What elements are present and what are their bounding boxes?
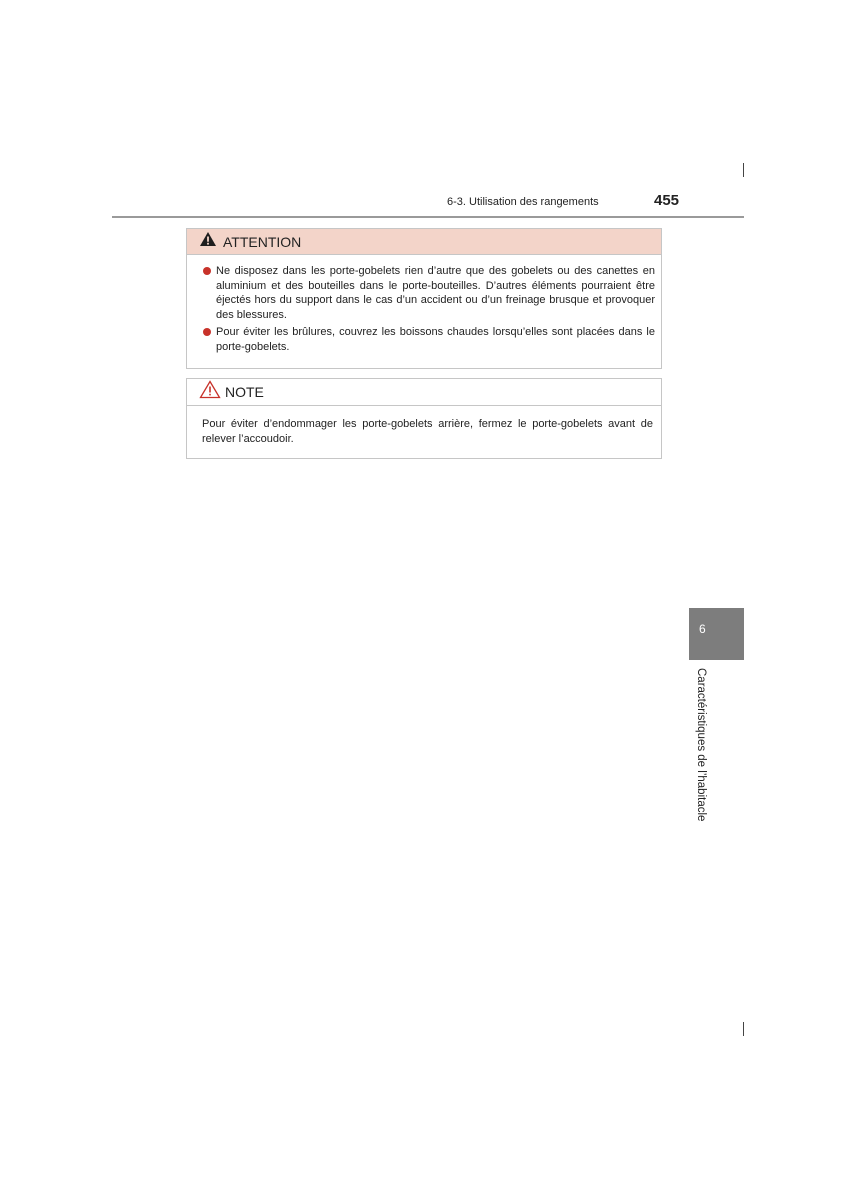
header-divider <box>112 216 744 218</box>
attention-item <box>201 264 655 322</box>
note-box <box>186 378 662 459</box>
attention-item-text: Pour éviter les brûlures, couvrez les boissons chaudes lorsqu’elles sont placées dans le porte-gobelets. <box>216 326 655 353</box>
crop-mark-top <box>743 163 744 177</box>
chapter-label: Caractéristiques de l’habitacle <box>695 668 707 822</box>
chapter-number: 6 <box>699 622 706 636</box>
attention-list <box>187 255 661 354</box>
warning-triangle-outline-icon <box>199 380 221 404</box>
attention-item-text: Ne disposez dans les porte-gobelets rien d’autre que des gobelets ou des canettes en aluminium et des bouteilles dans le porte-bouteilles. D’autres éléments pourraient être éjectés hors du support dans le cas d’un accident ou d’un freinage brusque et provoquer des blessures. <box>216 265 655 321</box>
note-header <box>187 379 661 406</box>
attention-title: ATTENTION <box>223 233 302 250</box>
attention-header <box>187 229 661 255</box>
page-number: 455 <box>654 192 680 209</box>
section-title: 6-3. Utilisation des rangements <box>447 196 599 208</box>
note-title: NOTE <box>225 384 264 400</box>
note-text: Pour éviter d’endommager les porte-gobelets arrière, fermez le porte-gobelets avant de relever l’accoudoir. <box>202 418 653 445</box>
crop-mark-bottom <box>743 1022 744 1036</box>
attention-box <box>186 228 662 369</box>
bullet-dot-icon <box>203 328 211 336</box>
bullet-dot-icon <box>203 267 211 275</box>
attention-item <box>201 325 655 354</box>
warning-triangle-filled-icon <box>199 231 217 252</box>
chapter-tab <box>689 608 744 660</box>
